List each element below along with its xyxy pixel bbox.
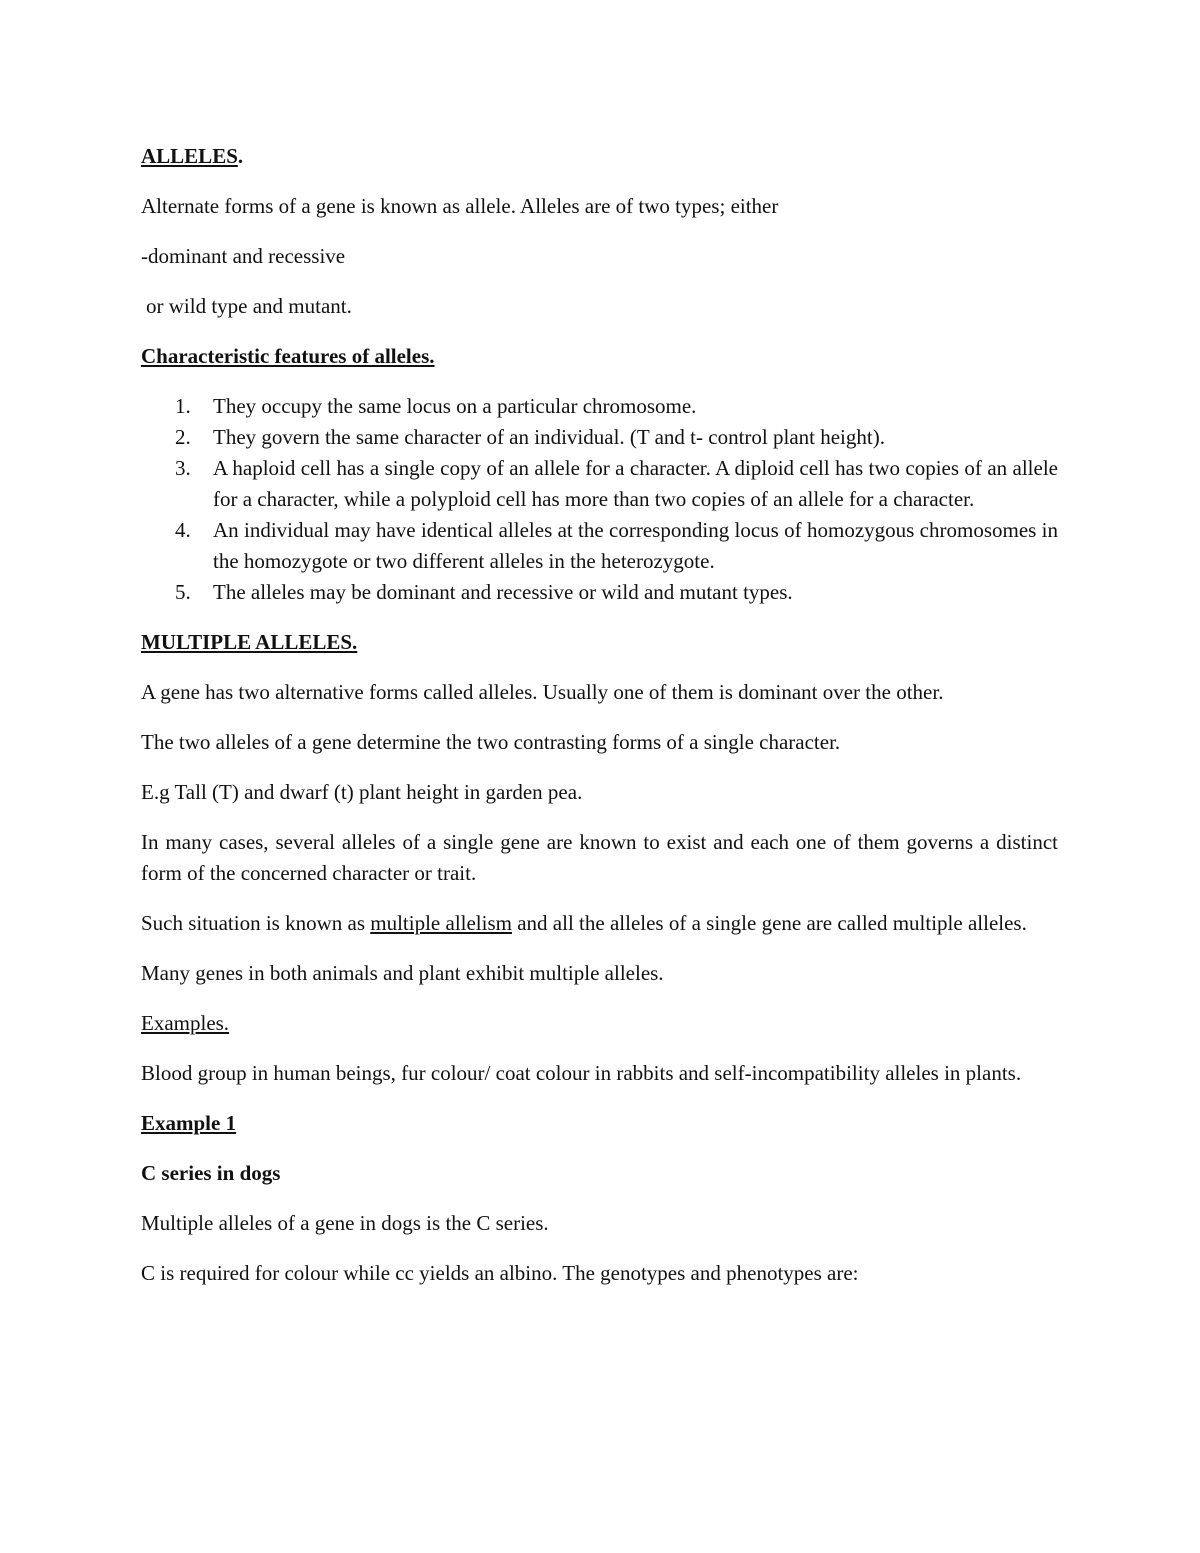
characteristic-features-list [141, 391, 1058, 608]
allele-type-dominant-recessive: -dominant and recessive [141, 244, 346, 268]
characteristic-features-heading: Characteristic features of alleles. [141, 344, 435, 368]
examples-text: Blood group in human beings, fur colour/ coat colour in rabbits and self-incompatibility alleles in plants. [141, 1061, 1022, 1085]
c-series-subheading: C series in dogs [141, 1161, 281, 1185]
list-item-number: 1. [175, 394, 191, 418]
allele-type-wild-mutant: or wild type and mutant. [146, 294, 352, 318]
alleles-heading-period: . [237, 144, 244, 168]
list-item [141, 577, 1058, 608]
c-series-paragraph-1: Multiple alleles of a gene in dogs is the C series. [141, 1211, 549, 1235]
list-item [141, 422, 1058, 453]
paragraph-5-end: and all the alleles of a single gene are called multiple alleles. [511, 911, 1027, 935]
list-item-number: 2. [175, 425, 191, 449]
alleles-intro: Alternate forms of a gene is known as allele. Alleles are of two types; either [141, 194, 779, 218]
paragraph-5-start: Such situation is known as [141, 911, 371, 935]
multiple-alleles-paragraph-5 [141, 908, 1058, 939]
example-1-heading: Example 1 [141, 1111, 237, 1135]
list-item-text: An individual may have identical alleles at the corresponding locus of homozygous chromosomes in the homozygote or two different alleles in the heterozygote. [213, 518, 1058, 573]
list-item-text: They occupy the same locus on a particular chromosome. [213, 394, 697, 418]
list-item-number: 4. [175, 518, 191, 542]
alleles-heading-text: ALLELES [141, 144, 238, 168]
examples-label: Examples. [141, 1011, 230, 1035]
list-item-text: The alleles may be dominant and recessive or wild and mutant types. [213, 580, 793, 604]
list-item-number: 5. [175, 580, 191, 604]
multiple-alleles-paragraph-3: E.g Tall (T) and dwarf (t) plant height in garden pea. [141, 780, 583, 804]
c-series-paragraph-2: C is required for colour while cc yields an albino. The genotypes and phenotypes are: [141, 1261, 859, 1285]
multiple-alleles-paragraph-2: The two alleles of a gene determine the two contrasting forms of a single character. [141, 730, 841, 754]
list-item-text: A haploid cell has a single copy of an allele for a character. A diploid cell has two copies of an allele for a character, while a polyploid cell has more than two copies of an allele for a character. [213, 456, 1058, 511]
multiple-alleles-paragraph-1: A gene has two alternative forms called alleles. Usually one of them is dominant over the other. [141, 680, 944, 704]
multiple-alleles-paragraph-6: Many genes in both animals and plant exhibit multiple alleles. [141, 961, 664, 985]
alleles-heading [141, 141, 1058, 172]
list-item [141, 515, 1058, 577]
list-item [141, 453, 1058, 515]
list-item [141, 391, 1058, 422]
multiple-alleles-paragraph-4: In many cases, several alleles of a single gene are known to exist and each one of them governs a distinct form of the concerned character or trait. [141, 830, 1058, 885]
document-page [141, 141, 1058, 1308]
multiple-allelism-term: multiple allelism [370, 911, 512, 935]
multiple-alleles-heading: MULTIPLE ALLELES. [141, 630, 358, 654]
list-item-number: 3. [175, 456, 191, 480]
list-item-text: They govern the same character of an individual. (T and t- control plant height). [213, 425, 885, 449]
